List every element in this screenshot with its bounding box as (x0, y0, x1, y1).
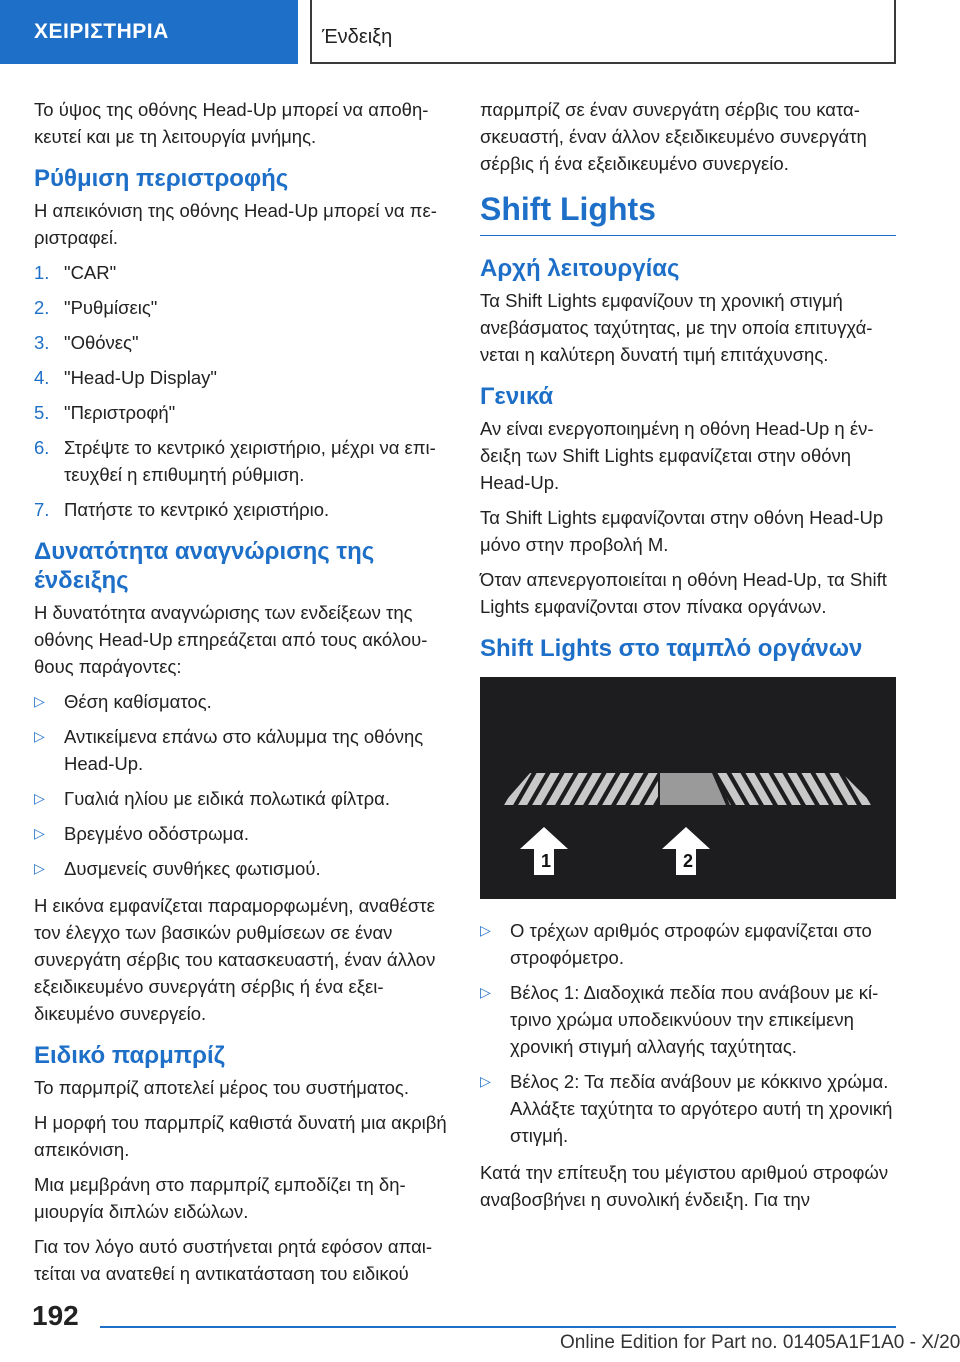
final-paragraph: Κατά την επίτευξη του μέγιστου αριθμού στροφών αναβοσβήνει η συνολική ένδειξη. Για την (480, 1162, 889, 1210)
triangle-bullet-icon: ▷ (480, 922, 491, 938)
heading-rotation: Ρύθμιση περιστροφής (34, 165, 289, 192)
heading-shift-lights: Shift Lights (480, 189, 896, 236)
step-number: 7. (34, 499, 50, 520)
arrow-1-label: 1 (540, 851, 552, 871)
shift-lights-figure (480, 677, 896, 899)
step-item (34, 259, 452, 286)
arrow-2-icon (662, 827, 710, 875)
heading-windshield: Ειδικό παρμπρίζ (34, 1042, 225, 1069)
step-item (34, 294, 452, 321)
step-number: 4. (34, 367, 50, 388)
step-text: "CAR" (64, 262, 117, 283)
list-item (480, 1068, 896, 1149)
list-item (34, 820, 452, 847)
section-title: ΧΕΙΡΙΣΤΗΡΙΑ (34, 20, 169, 43)
page-number: 192 (32, 1300, 79, 1331)
windshield-paragraph-4: Για τον λόγο αυτό συστήνεται ρητά εφόσον απαιτείται να ανατεθεί η αντικατάσταση του ειδικού (34, 1236, 433, 1284)
principle-paragraph: Τα Shift Lights εμφανίζουν τη χρονική στιγμή ανεβάσματος ταχύτητας, με την οποία επιτυγχάνεται η καλύτερη δυνατή τιμή επιτάχυνσης. (480, 290, 873, 365)
triangle-bullet-icon: ▷ (480, 1073, 491, 1089)
list-item (480, 979, 896, 1060)
step-item (34, 496, 452, 523)
triangle-bullet-icon: ▷ (480, 984, 491, 1000)
step-number: 1. (34, 262, 50, 283)
cluster-bullet-list (480, 917, 896, 1149)
windshield-paragraph-1: Το παρμπρίζ αποτελεί μέρος του συστήματος. (34, 1077, 409, 1098)
shift-light-fields-right (716, 773, 874, 805)
edition-note: Online Edition for Part no. 01405A1F1A0 - X/20 (560, 1332, 960, 1353)
distortion-paragraph: Η εικόνα εμφανίζεται παραμορφωμένη, αναθέστε τον έλεγχο των βασικών ρυθμίσεων σε έναν συνεργάτη σέρβις του κατασκευαστή, έναν άλλον εξειδικευμένο συνεργάτη σέρβις ή ένα εξειδικευμένο συνεργείο. (34, 895, 436, 1024)
step-text: Στρέψτε το κεντρικό χειριστήριο, μέχρι να επιτευχθεί η επιθυμητή ρύθμιση. (64, 437, 436, 485)
list-item (34, 723, 452, 777)
step-text: "Head-Up Display" (64, 367, 217, 388)
arrow-2-label: 2 (682, 851, 694, 871)
heading-general: Γενικά (480, 383, 554, 410)
left-column (34, 96, 452, 1295)
triangle-bullet-icon: ▷ (34, 860, 45, 876)
topic-title: Ένδειξη (322, 26, 393, 48)
intro-paragraph: Το ύψος της οθόνης Head-Up μπορεί να αποθηκευτεί και με τη λειτουργία μνήμης. (34, 99, 429, 147)
general-paragraph-3: Όταν απενεργοποιείται η οθόνη Head-Up, τα Shift Lights εμφανίζονται στον πίνακα οργάνων. (480, 569, 887, 617)
list-item (34, 688, 452, 715)
heading-cluster: Shift Lights στο ταμπλό οργάνων (480, 635, 863, 662)
factor-list (34, 688, 452, 882)
right-column (480, 96, 896, 1221)
list-item-text: Αντικείμενα επάνω στο κάλυμμα της οθόνης Head-Up. (64, 726, 424, 774)
shift-light-center-field (660, 773, 726, 805)
arrow-1-icon (520, 827, 568, 875)
topic-box (310, 0, 896, 64)
windshield-paragraph-2: Η μορφή του παρμπρίζ καθιστά δυνατή μια ακριβή απεικόνιση. (34, 1112, 447, 1160)
list-item-text: Βέλος 1: Διαδοχικά πεδία που ανάβουν με κίτρινο χρώμα υποδεικνύουν την επικείμενη χρονική στιγμή αλλαγής ταχύτητας. (510, 982, 879, 1057)
heading-visibility: Δυνατότητα αναγνώρισης της ένδειξης (34, 538, 375, 594)
shift-lights-illustration (480, 677, 896, 899)
shift-light-fields-left (502, 773, 658, 805)
triangle-bullet-icon: ▷ (34, 728, 45, 744)
rotation-paragraph: Η απεικόνιση της οθόνης Head-Up μπορεί να περιστραφεί. (34, 200, 437, 248)
step-item (34, 434, 452, 488)
triangle-bullet-icon: ▷ (34, 693, 45, 709)
step-text: Πατήστε το κεντρικό χειριστήριο. (64, 499, 330, 520)
general-paragraph-1: Αν είναι ενεργοποιημένη η οθόνη Head-Up η ένδειξη των Shift Lights εμφανίζεται στην οθόνη Head-Up. (480, 418, 874, 493)
step-number: 3. (34, 332, 50, 353)
step-number: 5. (34, 402, 50, 423)
windshield-paragraph-3: Μια μεμβράνη στο παρμπρίζ εμποδίζει τη δημιουργία διπλών ειδώλων. (34, 1174, 406, 1222)
step-item (34, 329, 452, 356)
step-item (34, 364, 452, 391)
continued-paragraph: παρμπρίζ σε έναν συνεργάτη σέρβις του κατασκευαστή, έναν άλλον εξειδικευμένο συνεργάτη σέρβις ή ένα εξειδικευμένο συνεργείο. (480, 99, 867, 174)
list-item-text: Βέλος 2: Τα πεδία ανάβουν με κόκκινο χρώμα. Αλλάξτε ταχύτητα το αργότερο αυτή τη χρονική στιγμή. (510, 1071, 893, 1146)
list-item-text: Βρεγμένο οδόστρωμα. (64, 823, 250, 844)
step-item (34, 399, 452, 426)
list-item-text: Ο τρέχων αριθμός στροφών εμφανίζεται στο στροφόμετρο. (510, 920, 872, 968)
heading-principle: Αρχή λειτουργίας (480, 255, 680, 282)
rotation-steps (34, 259, 452, 523)
list-item (480, 917, 896, 971)
visibility-paragraph: Η δυνατότητα αναγνώρισης των ενδείξεων της οθόνης Head-Up επηρεάζεται από τους ακόλουθους παράγοντες: (34, 602, 428, 677)
step-text: "Οθόνες" (64, 332, 139, 353)
list-item-text: Δυσμενείς συνθήκες φωτισμού. (64, 858, 321, 879)
triangle-bullet-icon: ▷ (34, 825, 45, 841)
footer-divider (100, 1326, 896, 1328)
step-text: "Ρυθμίσεις" (64, 297, 158, 318)
triangle-bullet-icon: ▷ (34, 790, 45, 806)
list-item-text: Θέση καθίσματος. (64, 691, 212, 712)
section-tab (0, 0, 298, 64)
list-item (34, 855, 452, 882)
step-text: "Περιστροφή" (64, 402, 176, 423)
list-item (34, 785, 452, 812)
general-paragraph-2: Τα Shift Lights εμφανίζονται στην οθόνη Head-Up μόνο στην προβολή M. (480, 507, 884, 555)
list-item-text: Γυαλιά ηλίου με ειδικά πολωτικά φίλτρα. (64, 788, 390, 809)
step-number: 2. (34, 297, 50, 318)
step-number: 6. (34, 437, 50, 458)
